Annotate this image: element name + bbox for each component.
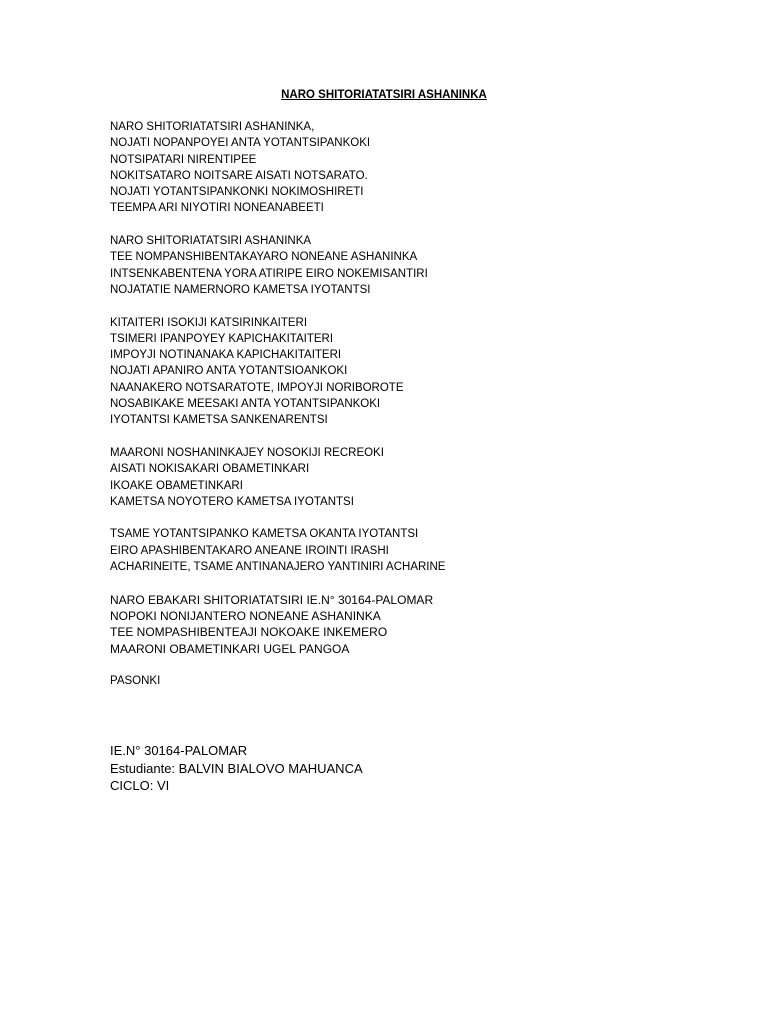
poem-line: TSIMERI IPANPOYEY KAPICHAKITAITERI: [110, 332, 334, 345]
stanza-1: [110, 119, 710, 217]
poem-line: NARO SHITORIATATSIRI ASHANINKA: [110, 235, 312, 248]
poem-line: TEEMPA ARI NIYOTIRI NONEANABEETI: [110, 202, 324, 215]
poem-line: NOJATATIE NAMERNORO KAMETSA IYOTANTSI: [110, 283, 371, 296]
poem-line: IYOTANTSI KAMETSA SANKENARENTSI: [110, 414, 328, 427]
poem-line: TSAME YOTANTSIPANKO KAMETSA OKANTA IYOTANTSI: [110, 528, 419, 541]
poem-line: NOPOKI NONIJANTERO NONEANE ASHANINKA: [110, 608, 381, 623]
poem-line: ACHARINEITE, TSAME ANTINANAJERO YANTINIRI ACHARINE: [110, 561, 446, 574]
poem-line: TEE NOMPANSHIBENTAKAYARO NONEANE ASHANINKA: [110, 251, 418, 264]
poem-line: TEE NOMPASHIBENTEAJI NOKOAKE INKEMERO: [110, 625, 388, 640]
school-code: IE.N° 30164-PALOMAR: [110, 743, 248, 758]
poem-line: PASONKI: [110, 675, 161, 688]
poem-line: NARO SHITORIATATSIRI ASHANINKA,: [110, 121, 315, 133]
grade-cycle: CICLO: VI: [110, 778, 170, 793]
poem-line: NARO EBAKARI SHITORIATATSIRI IE.N° 30164-PALOMAR: [110, 592, 434, 607]
poem-line: NOJATI NOPANPOYEI ANTA YOTANTSIPANKOKI: [110, 137, 371, 150]
student-info: [110, 742, 710, 795]
poem-line: MAARONI NOSHANINKAJEY NOSOKIJI RECREOKI: [110, 446, 384, 459]
poem-line: EIRO APASHIBENTAKARO ANEANE IROINTI IRASHI: [110, 544, 389, 557]
poem-line: INTSENKABENTENA YORA ATIRIPE EIRO NOKEMISANTIRI: [110, 267, 428, 280]
poem-line: NOSABIKAKE MEESAKI ANTA YOTANTSIPANKOKI: [110, 398, 381, 411]
poem-line: NOKITSATARO NOITSARE AISATI NOTSARATO.: [110, 169, 368, 182]
stanza-5: [110, 526, 710, 575]
poem-line: IMPOYJI NOTINANAKA KAPICHAKITAITERI: [110, 349, 342, 362]
poem-line: IKOAKE OBAMETINKARI: [110, 479, 243, 492]
poem-line: KAMETSA NOYOTERO KAMETSA IYOTANTSI: [110, 495, 354, 508]
document-title: NARO SHITORIATATSIRI ASHANINKA: [281, 89, 487, 101]
stanza-2: [110, 233, 710, 298]
poem-line: MAARONI OBAMETINKARI UGEL PANGOA: [110, 641, 350, 656]
poem-body: [110, 119, 710, 706]
stanza-7: [110, 673, 710, 689]
poem-line: NOTSIPATARI NIRENTIPEE: [110, 153, 257, 166]
stanza-4: [110, 445, 710, 510]
poem-line: NOJATI YOTANTSIPANKONKI NOKIMOSHIRETI: [110, 186, 364, 199]
stanza-3: [110, 315, 710, 429]
stanza-6: [110, 592, 710, 657]
poem-line: NAANAKERO NOTSARATOTE, IMPOYJI NORIBOROTE: [110, 381, 404, 394]
poem-line: NOJATI APANIRO ANTA YOTANTSIOANKOKI: [110, 365, 348, 378]
poem-line: AISATI NOKISAKARI OBAMETINKARI: [110, 463, 310, 476]
poem-line: KITAITERI ISOKIJI KATSIRINKAITERI: [110, 316, 308, 329]
student-name: Estudiante: BALVIN BIALOVO MAHUANCA: [110, 760, 363, 776]
